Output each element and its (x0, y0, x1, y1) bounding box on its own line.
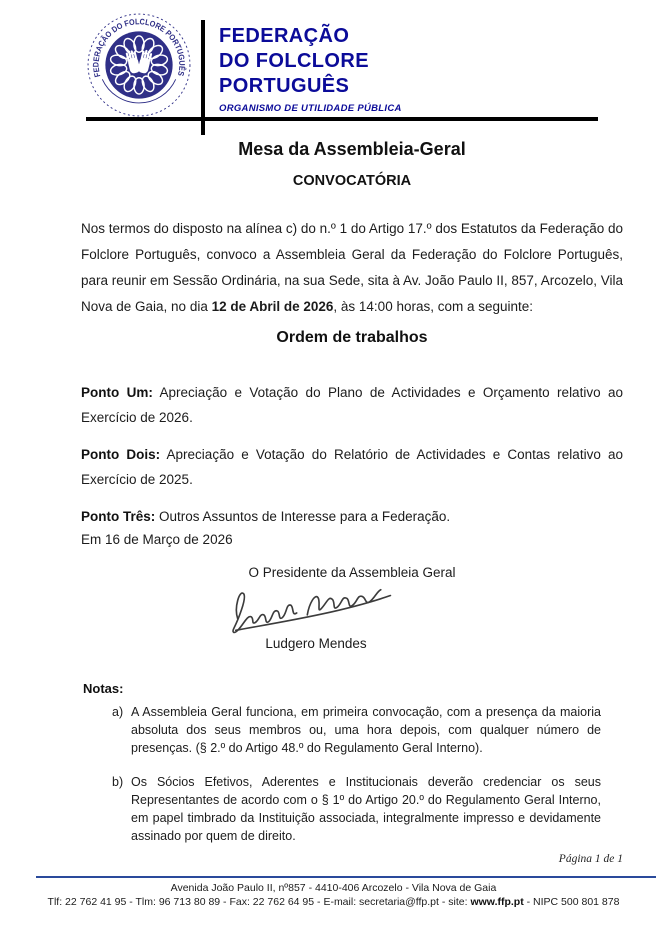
footer-contacts-before: Tlf: 22 762 41 95 - Tlm: 96 713 80 89 - Fax: 22 762 64 95 - E-mail: secretaria@ffp.pt - site: (47, 896, 471, 908)
agenda-item-1-label: Ponto Um: (81, 384, 153, 400)
notes-list (81, 703, 601, 861)
agenda-title: Ordem de trabalhos (276, 329, 428, 346)
footer-address: Avenida João Paulo II, nº857 - 4410-406 Arcozelo - Vila Nova de Gaia (170, 882, 497, 894)
agenda-item-3-label: Ponto Três: (81, 508, 156, 524)
agenda-item-3 (81, 504, 623, 529)
agenda-item-2-label: Ponto Dois: (81, 446, 161, 462)
note-item-b (81, 773, 601, 845)
org-name-line-2: DO FOLCLORE (219, 50, 369, 72)
page-title: Mesa da Assembleia-Geral (238, 139, 466, 159)
federation-seal-logo (86, 12, 192, 118)
note-text-a: A Assembleia Geral funciona, em primeira convocação, com a presença da maioria absoluta dos seus membros ou, uma hora depois, com qualquer número de presenças. (§ 2.º do Artigo 48.º do Regulamento Geral Interno). (131, 705, 601, 755)
agenda-item-2 (81, 442, 623, 492)
agenda-item-1-text: Apreciação e Votação do Plano de Actividades e Orçamento relativo ao Exercício de 2026. (81, 384, 623, 425)
meeting-date: 12 de Abril de 2026 (211, 298, 334, 314)
footer-contacts-after: - NIPC 500 801 878 (523, 896, 620, 908)
agenda-item-2-text: Apreciação e Votação do Relatório de Actividades e Contas relativo ao Exercício de 2025. (81, 446, 623, 487)
footer-rule (36, 876, 656, 878)
note-marker-a: a) (112, 705, 124, 719)
notes-title: Notas: (83, 681, 124, 696)
org-name-line-3: PORTUGUÊS (219, 75, 350, 97)
intro-paragraph (81, 216, 623, 320)
issue-date-line: Em 16 de Março de 2026 (81, 532, 233, 547)
agenda-item-1 (81, 380, 623, 430)
note-text-b: Os Sócios Efetivos, Aderentes e Institucionais deverão credenciar os seus Representantes de acordo com o § 1º do Artigo 20.º do Regulamento Geral Interno, em papel timbrado da Instituição associada, integralmente impresso e devidamente assinado por quem de direito. (131, 775, 601, 843)
signer-name: Ludgero Mendes (265, 636, 367, 651)
org-subtitle: ORGANISMO DE UTILIDADE PÚBLICA (219, 103, 402, 114)
page-number: Página 1 de 1 (558, 853, 623, 865)
organization-title (219, 24, 402, 114)
document-subtitle: CONVOCATÓRIA (292, 173, 412, 189)
seal-icon (86, 12, 192, 118)
footer-website: www.ffp.pt (470, 896, 524, 908)
handwritten-signature-icon (221, 582, 411, 640)
org-name-line-1: FEDERAÇÃO (219, 25, 350, 47)
note-marker-b: b) (112, 775, 124, 789)
footer-contacts (0, 896, 667, 908)
signer-role: O Presidente da Assembleia Geral (248, 565, 456, 580)
note-item-a (81, 703, 601, 757)
signature-area (81, 582, 551, 643)
intro-text-after-date: , às 14:00 horas, com a seguinte: (333, 298, 534, 314)
seal-curved-text: FEDERAÇÃO DO FOLCLORE PORTUGUÊS (91, 17, 187, 79)
intro-text-before-date: Nos termos do disposto na alínea c) do n.º 1 do Artigo 17.º dos Estatutos da Federação do Folclore Português, convoco a Assembleia Geral da Federação do Folclore Português, para reunir em Sessão Ordinária, na sua Sede, sita à Av. João Paulo II, 857, Arcozelo, Vila Nova de Gaia, no dia (81, 220, 623, 314)
header-horizontal-rule (86, 117, 598, 121)
agenda-item-3-text: Outros Assuntos de Interesse para a Federação. (155, 508, 451, 524)
